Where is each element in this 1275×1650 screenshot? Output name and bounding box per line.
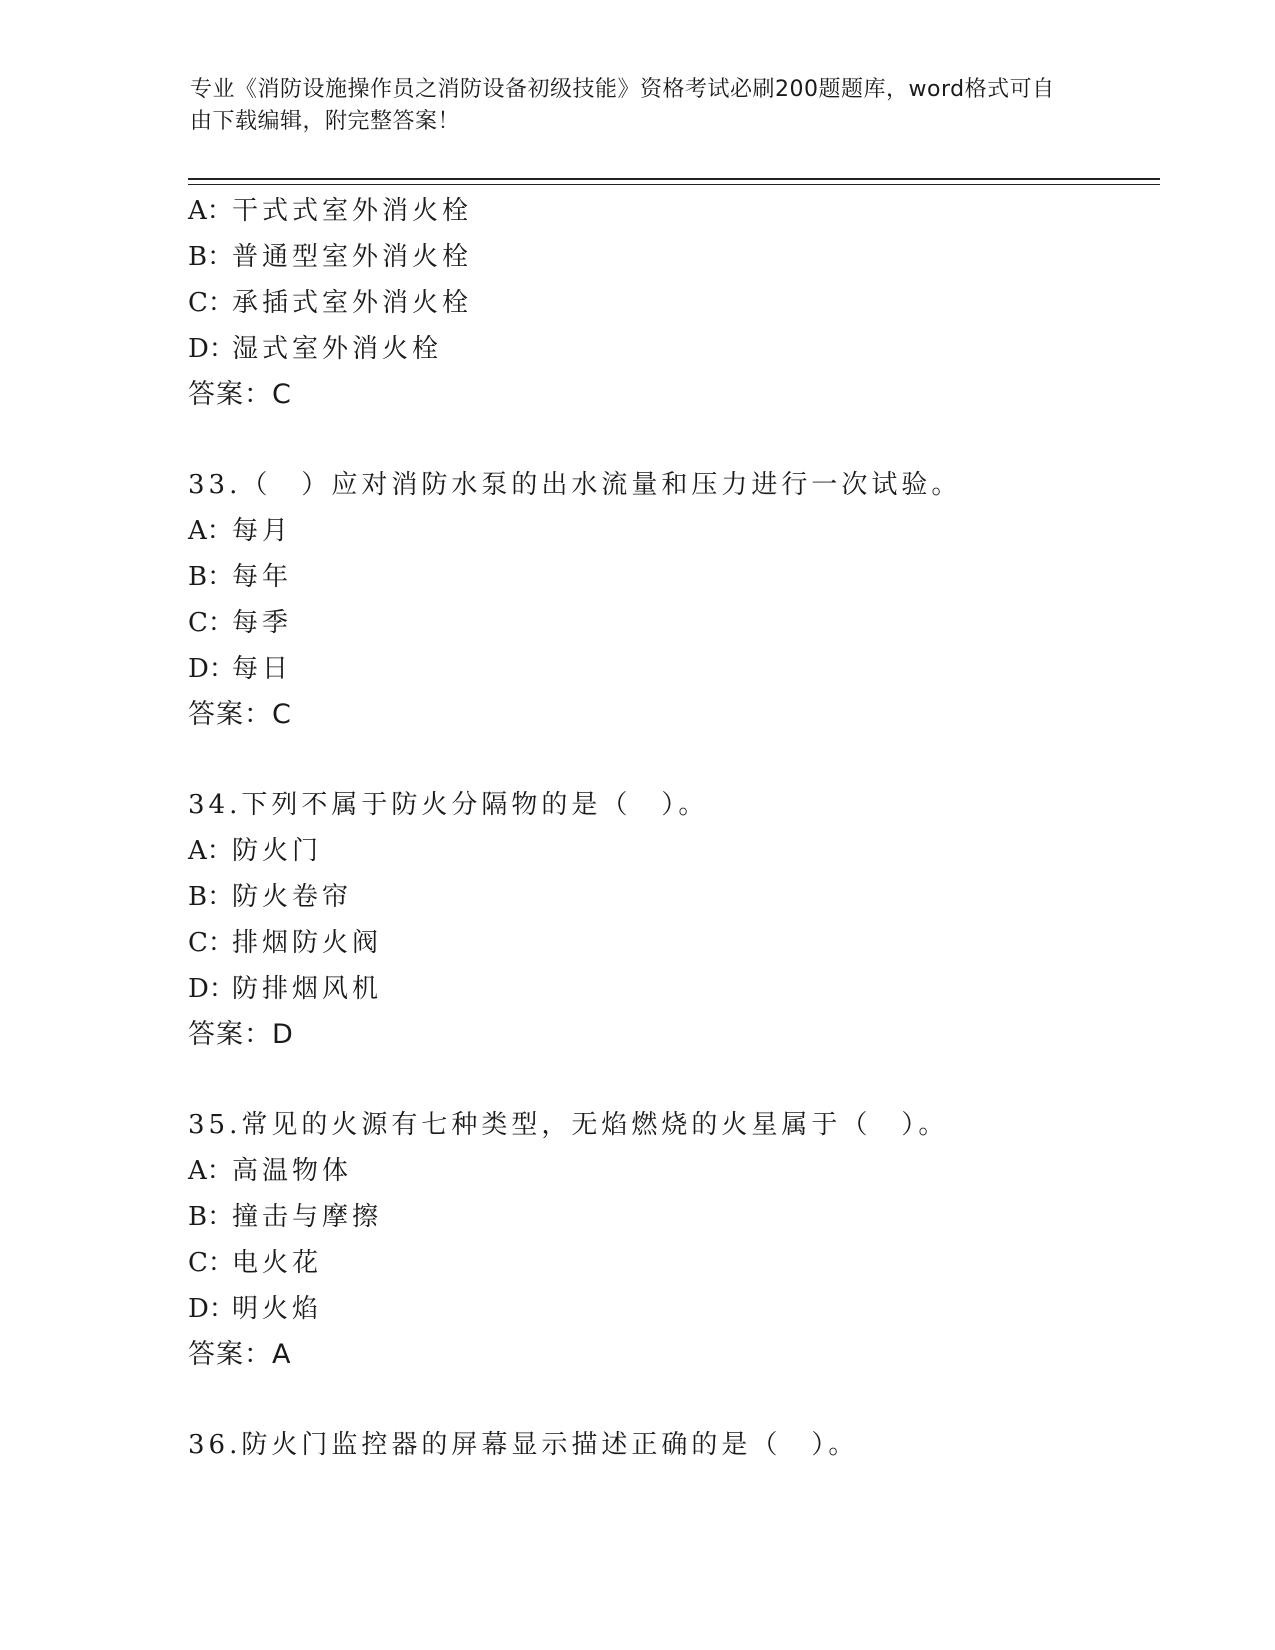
question-text: 34.下列不属于防火分隔物的是（ ）。 xyxy=(188,790,709,820)
option-a: A：干式式室外消火栓 xyxy=(188,196,473,226)
question-block xyxy=(188,188,1168,418)
option-c: C：每季 xyxy=(188,608,293,638)
question-text: 35.常见的火源有七种类型，无焰燃烧的火星属于（ ）。 xyxy=(188,1110,949,1140)
option-c: C：排烟防火阀 xyxy=(188,928,383,958)
option-b: B：撞击与摩擦 xyxy=(188,1202,383,1232)
option-a: A：高温物体 xyxy=(188,1156,353,1186)
option-b: B：每年 xyxy=(188,562,293,592)
option-c: C：电火花 xyxy=(188,1248,323,1278)
header-divider-thin xyxy=(188,184,1160,185)
question-block xyxy=(188,462,1168,738)
option-a: A：防火门 xyxy=(188,836,323,866)
option-d: D：湿式室外消火栓 xyxy=(188,334,443,364)
option-d: D：防排烟风机 xyxy=(188,974,383,1004)
question-text: 33.（ ）应对消防水泵的出水流量和压力进行一次试验。 xyxy=(188,470,962,500)
question-block xyxy=(188,1102,1168,1378)
answer-line: 答案：C xyxy=(188,379,292,410)
option-a: A：每月 xyxy=(188,516,293,546)
question-text: 36.防火门监控器的屏幕显示描述正确的是（ ）。 xyxy=(188,1430,859,1460)
option-b: B：防火卷帘 xyxy=(188,882,353,912)
option-c: C：承插式室外消火栓 xyxy=(188,288,473,318)
answer-line: 答案：A xyxy=(188,1339,292,1370)
option-d: D：明火焰 xyxy=(188,1294,323,1324)
answer-line: 答案：C xyxy=(188,699,292,730)
answer-line: 答案：D xyxy=(188,1019,294,1050)
header-divider-thick xyxy=(188,178,1160,180)
question-list xyxy=(188,188,1168,1468)
option-b: B：普通型室外消火栓 xyxy=(188,242,473,272)
question-block xyxy=(188,782,1168,1058)
option-d: D：每日 xyxy=(188,654,293,684)
question-block xyxy=(188,1422,1168,1468)
document-header: 专业《消防设施操作员之消防设备初级技能》资格考试必刷200题题库，word格式可自由下载编辑，附完整答案！ xyxy=(190,77,1055,134)
